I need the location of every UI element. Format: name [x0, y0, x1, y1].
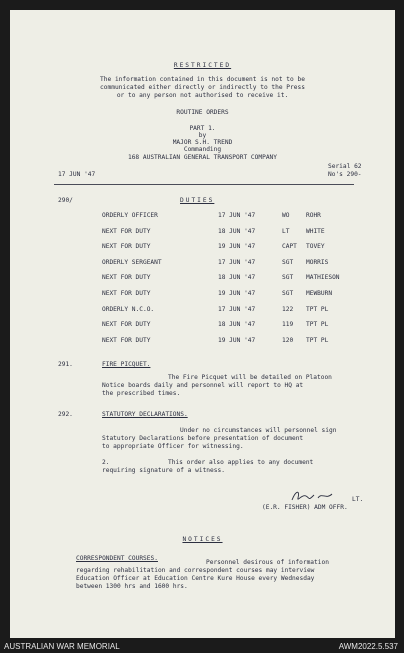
duties-heading: DUTIES: [180, 197, 215, 204]
duty-rank: CAPT: [282, 243, 297, 250]
duty-row: [102, 290, 362, 299]
notice-line-1: The information contained in this document is not to be: [100, 76, 305, 83]
correspondent-courses-heading: CORRESPONDENT COURSES.: [76, 555, 158, 562]
statutory-line-1: Under no circumstances will personnel sign: [180, 427, 337, 434]
duty-name: MEWBURN: [306, 290, 333, 297]
duty-row: [102, 259, 362, 268]
notices-line-1: Personnel desirous of information: [206, 559, 329, 566]
duty-rank: SGT: [282, 290, 294, 297]
duty-role: NEXT FOR DUTY: [102, 274, 151, 281]
duty-role: NEXT FOR DUTY: [102, 290, 151, 297]
unit-name: 168 AUSTRALIAN GENERAL TRANSPORT COMPANY: [127, 154, 277, 161]
duty-name: TPT PL: [306, 337, 329, 344]
notices-line-4: between 1300 hrs and 1600 hrs.: [76, 583, 188, 590]
duty-name: MORRIS: [306, 259, 329, 266]
duty-rank: LT: [282, 228, 290, 235]
duty-rank: SGT: [282, 274, 294, 281]
notices-line-3: Education Officer at Education Centre Kure House every Wednesday: [76, 575, 315, 582]
duty-rank: 119: [282, 321, 294, 328]
duty-name: TPT PL: [306, 306, 329, 313]
duty-rank: WO: [282, 212, 290, 219]
accession-number: AWM2022.5.537: [338, 642, 398, 651]
statutory-line-2: Statutory Declarations before presentation of document: [102, 435, 304, 442]
statutory-para-2-line-2: requiring signature of a witness.: [102, 467, 225, 474]
notices-line-2: regarding rehabilitation and correspondent courses may interview: [76, 567, 315, 574]
notices-heading: NOTICES: [182, 536, 223, 543]
notice-line-2: communicated either directly or indirectly to the Press: [100, 84, 305, 91]
duty-rank: 122: [282, 306, 294, 313]
fire-picquet-line-1: The Fire Picquet will be detailed on Platoon: [168, 374, 332, 381]
duty-role: ORDERLY N.C.O.: [102, 306, 155, 313]
fire-picquet-number: 291.: [58, 361, 73, 368]
duty-role: ORDERLY OFFICER: [102, 212, 158, 219]
duty-row: [102, 337, 362, 346]
fire-picquet-heading: FIRE PICQUET.: [102, 361, 151, 368]
duty-rank: 120: [282, 337, 294, 344]
duty-date: 19 JUN '47: [218, 337, 256, 344]
statutory-heading: STATUTORY DECLARATIONS.: [102, 411, 188, 418]
duty-date: 17 JUN '47: [218, 259, 256, 266]
duty-role: NEXT FOR DUTY: [102, 243, 151, 250]
duty-date: 18 JUN '47: [218, 274, 256, 281]
duty-role: NEXT FOR DUTY: [102, 321, 151, 328]
duty-date: 18 JUN '47: [218, 321, 256, 328]
duty-date: 19 JUN '47: [218, 290, 256, 297]
duty-row: [102, 274, 362, 283]
part-label: PART 1.: [189, 125, 216, 132]
duty-row: [102, 306, 362, 315]
duty-date: 17 JUN '47: [218, 306, 256, 313]
duty-row: [102, 321, 362, 330]
order-date: 17 JUN '47: [58, 171, 96, 178]
fire-picquet-line-3: the prescribed times.: [102, 390, 181, 397]
duty-name: TPT PL: [306, 321, 329, 328]
commanding-label: Commanding: [183, 146, 222, 153]
duty-row: [102, 243, 362, 252]
signature-name: (E.R. FISHER) ADM OFFR.: [262, 504, 348, 511]
by-label: by: [198, 132, 207, 139]
order-numbers: No's 290-: [328, 171, 362, 178]
officer-name: MAJOR S.H. TREND: [172, 139, 233, 146]
statutory-para-2-line-1: This order also applies to any document: [168, 459, 314, 466]
duty-date: 17 JUN '47: [218, 212, 256, 219]
duty-name: ROHR: [306, 212, 321, 219]
header-divider: [54, 184, 354, 185]
duty-role: NEXT FOR DUTY: [102, 228, 151, 235]
handwritten-signature: [288, 486, 348, 506]
duties-number: 290/: [58, 197, 73, 204]
document-page: [10, 10, 395, 638]
duty-name: MATHIESON: [306, 274, 340, 281]
duty-role: NEXT FOR DUTY: [102, 337, 151, 344]
fire-picquet-line-2: Notice boards daily and personnel will report to HQ at: [102, 382, 304, 389]
archive-footer: [0, 640, 404, 653]
signature-rank: LT.: [352, 496, 364, 503]
archive-name: AUSTRALIAN WAR MEMORIAL: [4, 642, 120, 651]
duty-row: [102, 228, 362, 237]
duty-date: 18 JUN '47: [218, 228, 256, 235]
duty-rank: SGT: [282, 259, 294, 266]
duty-date: 19 JUN '47: [218, 243, 256, 250]
statutory-number: 292.: [58, 411, 73, 418]
duty-name: WHITE: [306, 228, 325, 235]
serial-number: Serial 62: [328, 163, 362, 170]
classification-heading: RESTRICTED: [173, 62, 232, 69]
statutory-line-3: to appropriate Officer for witnessing.: [102, 443, 244, 450]
notice-line-3: or to any person not authorised to receive it.: [116, 92, 289, 99]
statutory-para-2-number: 2.: [102, 459, 110, 466]
routine-orders-title: ROUTINE ORDERS: [176, 109, 229, 116]
duty-row: [102, 212, 362, 221]
duty-role: ORDERLY SERGEANT: [102, 259, 162, 266]
duty-name: TOVEY: [306, 243, 325, 250]
